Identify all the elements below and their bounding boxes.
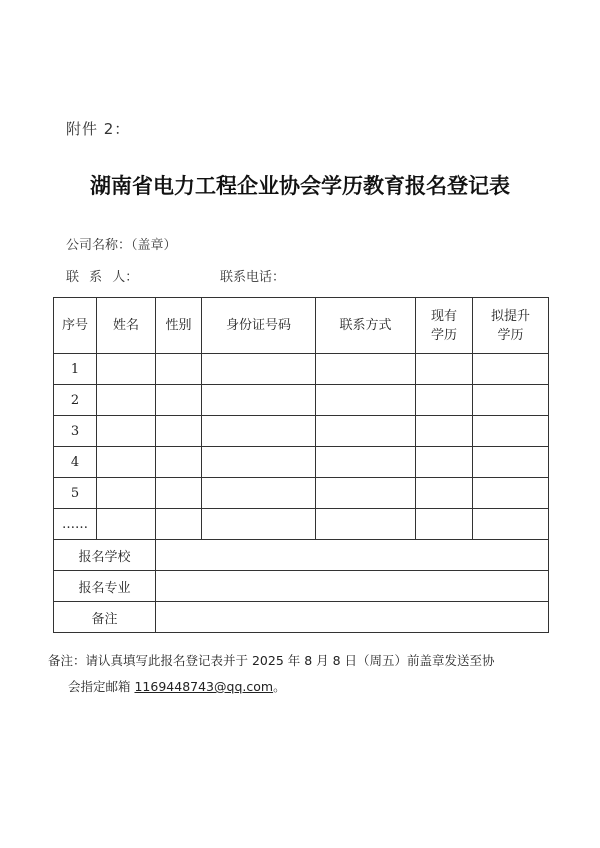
cell-id-number[interactable] [202, 354, 316, 385]
remark-value-cell[interactable] [156, 602, 549, 633]
cell-current-education[interactable] [416, 354, 473, 385]
attachment-label: 附件 2： [66, 120, 131, 138]
header-target-education [473, 298, 549, 354]
registration-table [53, 297, 549, 633]
header-target-education-line1: 拟提升 [490, 308, 530, 324]
cell-contact[interactable] [316, 509, 416, 540]
cell-gender[interactable] [156, 478, 202, 509]
cell-contact[interactable] [316, 416, 416, 447]
email-link[interactable]: 1169448743@qq.com [134, 679, 274, 694]
cell-id-number[interactable] [202, 416, 316, 447]
header-current-education-line2: 学历 [430, 327, 457, 343]
cell-contact[interactable] [316, 385, 416, 416]
table-header-row [54, 298, 549, 354]
school-value-cell[interactable] [156, 540, 549, 571]
school-label: 报名学校 [54, 540, 156, 571]
cell-gender[interactable] [156, 385, 202, 416]
cell-id-number[interactable] [202, 385, 316, 416]
cell-id-number[interactable] [202, 509, 316, 540]
cell-current-education[interactable] [416, 385, 473, 416]
header-current-education [416, 298, 473, 354]
major-label: 报名专业 [54, 571, 156, 602]
cell-name[interactable] [97, 354, 156, 385]
cell-current-education[interactable] [416, 509, 473, 540]
row-seq: 2 [54, 385, 97, 416]
cell-gender[interactable] [156, 354, 202, 385]
header-id-number: 身份证号码 [202, 298, 316, 354]
row-seq: …… [54, 509, 97, 540]
note-line1: 备注：请认真填写此报名登记表并于 2025 年 8 月 8 日（周五）前盖章发送至协 [48, 653, 495, 668]
cell-gender[interactable] [156, 416, 202, 447]
row-seq: 1 [54, 354, 97, 385]
cell-id-number[interactable] [202, 447, 316, 478]
row-seq: 5 [54, 478, 97, 509]
cell-target-education[interactable] [473, 509, 549, 540]
page-title: 湖南省电力工程企业协会学历教育报名登记表 [90, 173, 510, 198]
header-gender: 性别 [156, 298, 202, 354]
cell-name[interactable] [97, 447, 156, 478]
major-value-cell[interactable] [156, 571, 549, 602]
cell-target-education[interactable] [473, 447, 549, 478]
cell-name[interactable] [97, 416, 156, 447]
table-row [54, 354, 549, 385]
table-row [54, 385, 549, 416]
header-target-education-line2: 学历 [497, 327, 524, 343]
cell-name[interactable] [97, 385, 156, 416]
table-row [54, 478, 549, 509]
cell-id-number[interactable] [202, 478, 316, 509]
cell-contact[interactable] [316, 447, 416, 478]
submission-note [48, 648, 558, 700]
note-line2-suffix: 。 [273, 679, 286, 694]
cell-target-education[interactable] [473, 385, 549, 416]
cell-gender[interactable] [156, 447, 202, 478]
cell-name[interactable] [97, 509, 156, 540]
cell-name[interactable] [97, 478, 156, 509]
school-row [54, 540, 549, 571]
header-current-education-line1: 现有 [430, 308, 457, 324]
table-row [54, 509, 549, 540]
remark-label: 备注 [54, 602, 156, 633]
note-line2 [48, 674, 558, 700]
header-contact: 联系方式 [316, 298, 416, 354]
row-seq: 3 [54, 416, 97, 447]
cell-contact[interactable] [316, 478, 416, 509]
cell-target-education[interactable] [473, 416, 549, 447]
contact-person-label: 联 系 人： [66, 270, 139, 285]
cell-target-education[interactable] [473, 354, 549, 385]
table-row [54, 416, 549, 447]
header-seq: 序号 [54, 298, 97, 354]
cell-target-education[interactable] [473, 478, 549, 509]
table-row [54, 447, 549, 478]
cell-current-education[interactable] [416, 447, 473, 478]
remark-row [54, 602, 549, 633]
row-seq: 4 [54, 447, 97, 478]
cell-current-education[interactable] [416, 416, 473, 447]
cell-gender[interactable] [156, 509, 202, 540]
cell-contact[interactable] [316, 354, 416, 385]
note-line2-prefix: 会指定邮箱 [68, 679, 135, 694]
cell-current-education[interactable] [416, 478, 473, 509]
header-name: 姓名 [97, 298, 156, 354]
major-row [54, 571, 549, 602]
contact-phone-label: 联系电话： [220, 270, 286, 285]
company-name-label: 公司名称：（盖章） [66, 238, 177, 253]
